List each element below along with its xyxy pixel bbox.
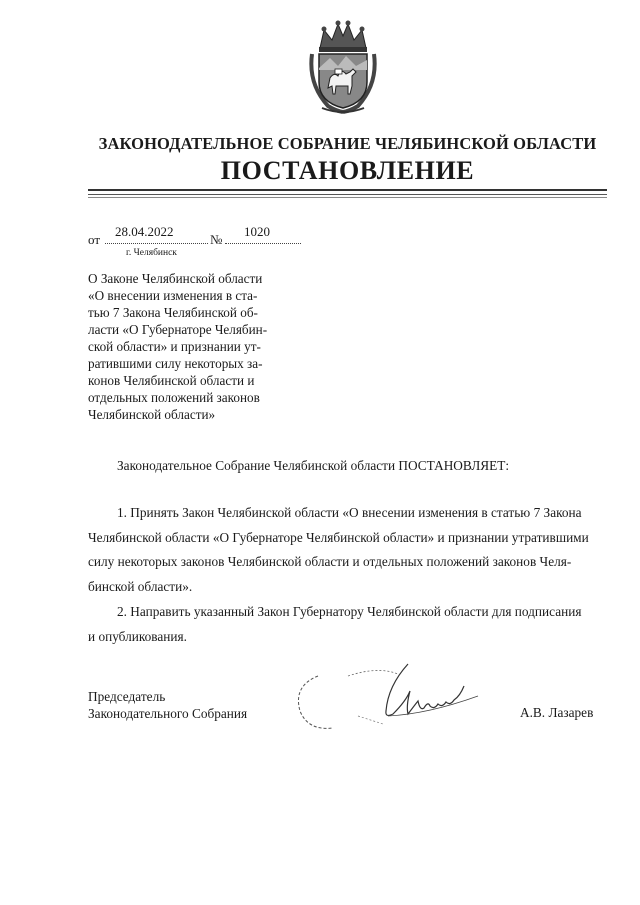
- signatory-name: А.В. Лазарев: [520, 705, 594, 720]
- handwritten-signature-icon: [288, 656, 488, 736]
- subject-line: «О внесении изменения в ста-: [88, 288, 258, 303]
- paragraph-line: 2. Направить указанный Закон Губернатору Челябинской области для подписания: [117, 604, 582, 619]
- paragraph-line: и опубликования.: [88, 628, 187, 644]
- subject-line: Челябинской области»: [88, 407, 216, 422]
- paragraph-line: силу некоторых законов Челябинской области и отдельных положений законов Челя-: [88, 554, 572, 570]
- subject-line: тью 7 Закона Челябинской об-: [88, 305, 258, 320]
- position-line: Законодательного Собрания: [88, 706, 248, 721]
- city-label: г. Челябинск: [126, 248, 177, 258]
- subject-line: отдельных положений законов: [88, 390, 260, 405]
- subject-line: ской области» и признании ут-: [88, 339, 261, 354]
- header-rule-thin: [88, 194, 607, 195]
- chelyabinsk-coat-of-arms-icon: [306, 18, 380, 114]
- signatory-position: [88, 688, 247, 722]
- decree-statement: Законодательное Собрание Челябинской области ПОСТАНОВЛЯЕТ:: [117, 458, 510, 473]
- subject-line: ратившими силу некоторых за-: [88, 356, 263, 371]
- number-label: №: [210, 232, 223, 247]
- paragraph-1: [88, 501, 606, 599]
- header-rule-thin-lower: [88, 197, 607, 198]
- subject-line: конов Челябинской области и: [88, 373, 255, 388]
- organization-title: ЗАКОНОДАТЕЛЬНОЕ СОБРАНИЕ ЧЕЛЯБИНСКОЙ ОБЛАСТИ: [98, 134, 597, 153]
- subject-line: ласти «О Губернаторе Челябин-: [88, 322, 268, 337]
- from-label: от: [88, 232, 101, 247]
- paragraph-2: [88, 600, 606, 649]
- document-type-title: ПОСТАНОВЛЕНИЕ: [220, 156, 475, 185]
- document-number: 1020: [244, 224, 270, 239]
- document-subject: [88, 270, 278, 423]
- paragraph-line: бинской области».: [88, 578, 193, 594]
- document-date: 28.04.2022: [115, 224, 174, 239]
- paragraph-line: Челябинской области «О Губернаторе Челябинской области» и признании утратившими: [88, 529, 589, 545]
- date-underline: [105, 243, 208, 244]
- header-rule-thick: [88, 189, 607, 191]
- subject-line: О Законе Челябинской области: [88, 271, 263, 286]
- number-underline: [225, 243, 301, 244]
- position-line: Председатель: [88, 689, 166, 704]
- paragraph-line: 1. Принять Закон Челябинской области «О внесении изменения в статью 7 Закона: [117, 505, 582, 520]
